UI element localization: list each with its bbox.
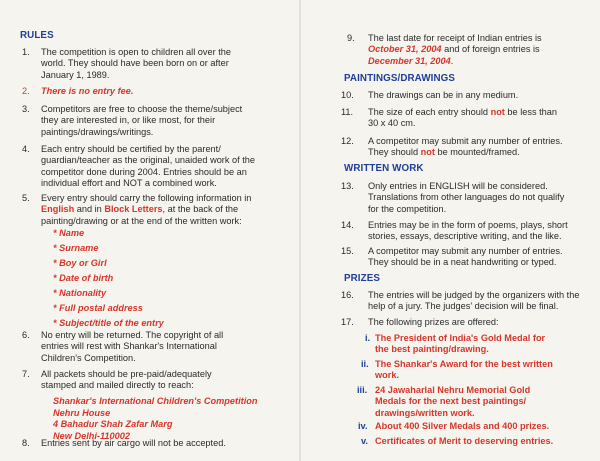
not-emphasis: not	[490, 107, 505, 117]
rule-number: 7.	[22, 369, 30, 379]
rule-line: for the competition.	[368, 203, 447, 214]
prize-line: the best painting/drawing.	[375, 344, 489, 355]
prizes-heading: PRIZES	[344, 273, 380, 284]
rule-line: individual effort and NOT a combined work.	[41, 178, 217, 189]
rule-line: The last date for receipt of Indian entries is	[368, 33, 542, 43]
asterisk-icon: *	[53, 288, 60, 298]
prize-line: Medals for the next best paintings/	[375, 396, 527, 407]
rule-line: The size of each entry should not be less than	[368, 107, 557, 117]
entry-field: * Nationality	[53, 288, 107, 298]
prize-line: Certificates of Merit to deserving entries.	[375, 436, 554, 446]
paintings-heading: PAINTINGS/DRAWINGS	[344, 73, 456, 84]
rule-number: 4.	[22, 144, 30, 154]
rule-number: 14.	[341, 220, 354, 230]
rule-number: 15.	[341, 246, 354, 256]
rule-line: Only entries in ENGLISH will be considered.	[368, 181, 548, 191]
rule-line: help of a jury. The judges' decision will be final.	[368, 301, 559, 312]
rule-number: 11.	[341, 107, 354, 117]
entry-field: * Full postal address	[53, 303, 143, 313]
foreign-deadline: December 31, 2004	[368, 55, 451, 66]
asterisk-icon: *	[53, 303, 60, 313]
rule-number: 1.	[22, 47, 30, 57]
rule-line: stories, essays, descriptive writing, and the like.	[368, 231, 562, 242]
entry-field: * Boy or Girl	[53, 258, 107, 268]
entry-field: * Surname	[53, 243, 99, 253]
rule-line: A competitor may submit any number of entries.	[368, 136, 563, 146]
rule-text: There is no entry fee.	[41, 86, 134, 96]
written-work-heading: WRITTEN WORK	[344, 163, 424, 174]
rule-line: A competitor may submit any number of entries.	[368, 246, 563, 256]
mailing-address	[53, 396, 298, 442]
prize-numeral: iii.	[357, 385, 368, 395]
rule-line: December 31, 2004.	[368, 55, 454, 66]
rule-line: guardian/teacher as the original, unaided work of the	[41, 155, 256, 166]
entry-field: * Subject/title of the entry	[53, 318, 164, 328]
prize-line: The Shankar's Award for the best written	[375, 359, 553, 369]
rule-line: Children's Competition.	[41, 352, 136, 363]
page-fold	[299, 0, 301, 461]
rule-number: 5.	[22, 193, 30, 203]
rule-line: Each entry should be certified by the parent/	[41, 144, 221, 154]
rule-line: Entries may be in the form of poems, plays, short	[368, 220, 568, 230]
entry-field: * Date of birth	[53, 273, 114, 283]
rule-text: Entries sent by air cargo will not be accepted.	[41, 438, 226, 448]
prize-numeral: i.	[365, 333, 371, 343]
rules-heading: RULES	[20, 30, 54, 41]
entry-field: * Name	[53, 228, 85, 238]
rule-text: The following prizes are offered:	[368, 317, 499, 327]
rule-line: they are interested in, or like most, for their	[41, 115, 216, 126]
address-line: New Delhi-110002	[53, 430, 130, 441]
rule-number: 13.	[341, 181, 354, 191]
rule-number: 9.	[347, 33, 355, 43]
rule-line: paintings/drawings/writings.	[41, 126, 154, 137]
rule-line: October 31, 2004 and of foreign entries is	[368, 44, 540, 55]
rule-number: 2.	[22, 86, 30, 96]
rule-line: No entry will be returned. The copyright of all	[41, 330, 224, 340]
rule-text: The drawings can be in any medium.	[368, 90, 519, 100]
address-line: Shankar's International Children's Competition	[53, 396, 258, 406]
rule-number: 8.	[22, 438, 30, 448]
rule-line: competitor done during 2004. Entries should be an	[41, 166, 247, 177]
rule-line: painting/drawing or at the end of the written work:	[41, 215, 242, 226]
asterisk-icon: *	[53, 228, 60, 238]
prize-line: The President of India's Gold Medal for	[375, 333, 546, 343]
rule-line: All packets should be pre-paid/adequately	[41, 369, 212, 379]
rule-number: 17.	[341, 317, 354, 327]
rule-number: 10.	[341, 90, 354, 100]
rule-number: 6.	[22, 330, 30, 340]
rule-line: Competitors are free to choose the theme/subject	[41, 104, 243, 114]
rule-line: 30 x 40 cm.	[368, 118, 416, 129]
rule-line: English and in Block Letters, at the back of the	[41, 204, 239, 215]
rule-line: Translations from other languages do not qualify	[368, 192, 565, 203]
asterisk-icon: *	[53, 318, 60, 328]
address-line: 4 Bahadur Shah Zafar Marg	[53, 419, 173, 430]
rule-line: January 1, 1989.	[41, 69, 110, 80]
english-emphasis: English	[41, 204, 75, 215]
asterisk-icon: *	[53, 243, 60, 253]
rule-line: stamped and mailed directly to reach:	[41, 380, 194, 391]
asterisk-icon: *	[53, 258, 60, 268]
rule-line: Every entry should carry the following information in	[41, 193, 252, 203]
prize-line: About 400 Silver Medals and 400 prizes.	[375, 421, 550, 431]
prize-line: work.	[375, 370, 399, 381]
prize-numeral: iv.	[358, 421, 368, 431]
rule-line: entries will rest with Shankar's International	[41, 341, 217, 352]
indian-deadline: October 31, 2004	[368, 44, 442, 55]
rule-line: They should be in a neat handwriting or typed.	[368, 257, 557, 268]
rule-line: The entries will be judged by the organizers with the	[368, 290, 580, 300]
block-letters-emphasis: Block Letters	[104, 204, 163, 215]
rule-number: 12.	[341, 136, 354, 146]
rule-number: 3.	[22, 104, 30, 114]
rule-line: They should not be mounted/framed.	[368, 147, 520, 158]
prize-numeral: v.	[361, 436, 368, 446]
rule-line: world. They should have been born on or after	[41, 58, 229, 69]
asterisk-icon: *	[53, 273, 60, 283]
prize-line: drawings/written work.	[375, 407, 475, 418]
rule-line: The competition is open to children all over the	[41, 47, 231, 57]
prize-line: 24 Jawaharlal Nehru Memorial Gold	[375, 385, 531, 395]
address-line: Nehru House	[53, 407, 111, 418]
not-emphasis: not	[420, 147, 435, 158]
rule-number: 16.	[341, 290, 354, 300]
prize-numeral: ii.	[361, 359, 369, 369]
